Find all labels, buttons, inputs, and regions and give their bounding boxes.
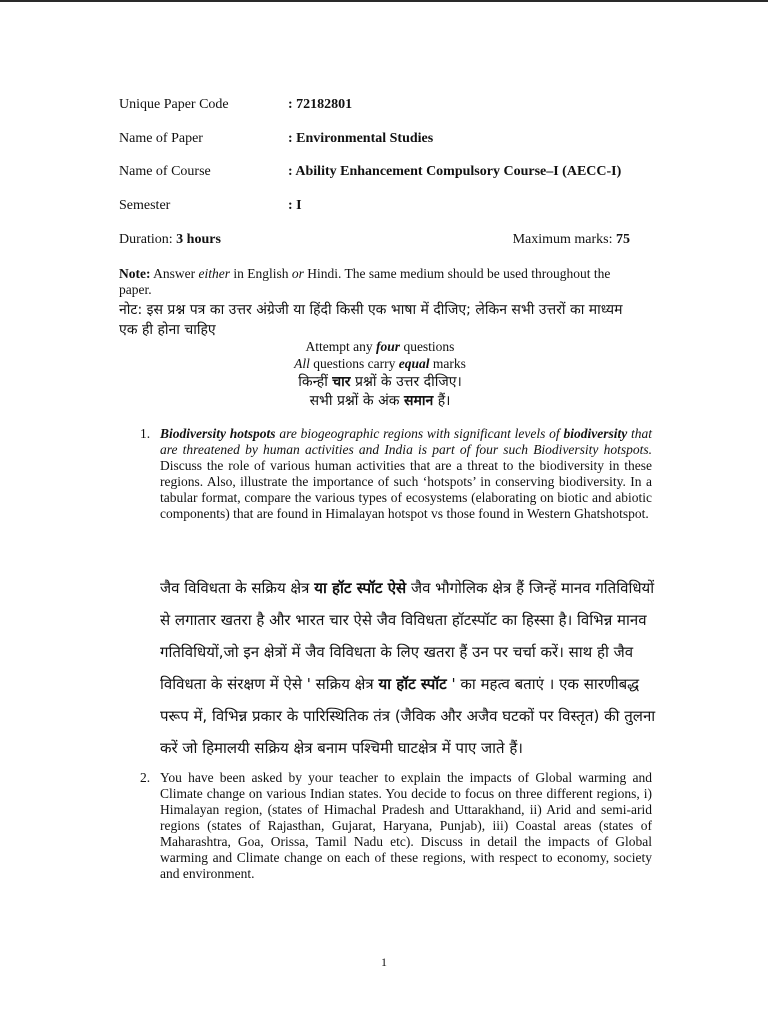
instruction-text: marks — [432, 356, 466, 371]
instruction-text-hindi: प्रश्नों के उत्तर दीजिए। — [354, 374, 462, 390]
q1-italic-text: that are threatened by human activities and India is part of four such Biodiversity hotspots. — [160, 426, 653, 457]
max-marks-label: Maximum marks: — [512, 232, 613, 247]
meta-value: : 72182801 — [288, 97, 353, 112]
question-2 — [140, 770, 652, 900]
meta-value: : I — [288, 198, 302, 213]
marks-instruction — [140, 356, 620, 372]
meta-row-semester — [119, 196, 659, 216]
duration — [119, 230, 221, 250]
instruction-text-hindi: किन्हीं — [298, 374, 328, 390]
duration-label: Duration: — [119, 232, 173, 247]
q1-bold-term: biodiversity — [563, 426, 628, 441]
max-marks-value: 75 — [616, 232, 630, 247]
instruction-four: four — [376, 339, 401, 354]
instruction-text-hindi: सभी प्रश्नों के अंक — [309, 393, 400, 409]
q1-hindi-text: जैव विविधता के सक्रिय क्षेत्र — [160, 579, 310, 597]
note-english — [119, 266, 639, 298]
q1-body-text: Discuss the role of various human activities that are a threat to the biodiversity in these regions. Also, illustrate the importance of such ‘hotspots’ in conserving biodiversity. In a tabular format, compare the various types of ecosystems (elaborating on biotic and abiotic components) that are found in Himalayan hotspot vs those found in Western Ghatshotspot. — [160, 458, 652, 521]
meta-row-course-name — [119, 162, 659, 182]
q1-italic-text: are biogeographic regions with significant levels of — [279, 426, 560, 441]
instruction-bold-hindi: समान — [404, 393, 434, 409]
instruction-equal: equal — [398, 356, 430, 371]
question-1 — [140, 426, 652, 546]
question-number: 1. — [140, 426, 151, 441]
meta-label: Name of Course — [119, 164, 211, 179]
meta-label: Unique Paper Code — [119, 97, 229, 112]
q1-hindi-text: ' का महत्व बताएं । एक सारणीबद्ध परूप में, विभिन्न प्रकार के पारिस्थितिक तंत्र (जैविक और अजैव घटकों पर विस्तृत) की तुलना करें जो हिमालयी सक्रिय क्षेत्र बनाम पश्चिमी घाटक्षेत्र में पाए जाते हैं। — [160, 675, 656, 757]
note-text: Answer — [153, 266, 196, 281]
question-text: You have been asked by your teacher to explain the impacts of Global warming and Climate change on various Indian states. You decide to focus on three different regions, i) Himalayan region, (states of Himachal Pradesh and Uttarakhand, ii) Arid and semi-arid regions (states of Rajasthan, Gujarat, Haryana, Punjab), iii) Coastal areas (states of Maharashtra, Goa, Orissa, Tamil Nadu etc). Discuss in detail the impacts of Global warming and Climate change on each of these regions, with respect to economy, society and environment. — [160, 770, 652, 881]
instruction-text: questions carry — [313, 356, 396, 371]
note-text: Hindi. The same medium should be used throughout the paper. — [119, 266, 611, 297]
duration-value: 3 hours — [176, 232, 221, 247]
page-number: 1 — [381, 955, 387, 969]
maximum-marks — [513, 230, 630, 250]
question-1-hindi — [160, 572, 660, 764]
instruction-text-hindi: हैं। — [437, 393, 451, 409]
note-either: either — [198, 266, 230, 281]
meta-row-paper-name — [119, 129, 659, 149]
question-number: 2. — [140, 770, 151, 785]
marks-instruction-hindi — [140, 391, 620, 411]
q1-bold-term: Biodiversity hotspots — [160, 426, 276, 441]
meta-row-paper-code — [119, 95, 659, 115]
instruction-bold-hindi: चार — [332, 374, 351, 390]
instruction-text: Attempt any — [305, 339, 373, 354]
instruction-all: All — [294, 356, 310, 371]
meta-value: : Ability Enhancement Compulsory Course–I (AECC-I) — [288, 164, 622, 179]
attempt-instruction — [140, 339, 620, 355]
note-hindi: नोट: इस प्रश्न पत्र का उत्तर अंग्रेजी या हिंदी किसी एक भाषा में दीजिए; लेकिन सभी उत्तरों का माध्यम एक ही होना चाहिए — [119, 302, 623, 338]
meta-label: Name of Paper — [119, 131, 203, 146]
note-text: in English — [233, 266, 289, 281]
question-text — [160, 426, 652, 522]
q1-hindi-bold: या हॉट स्पॉट — [378, 675, 447, 693]
meta-label: Semester — [119, 198, 171, 213]
attempt-instruction-hindi — [140, 372, 620, 392]
top-border-line — [0, 0, 768, 2]
note-label: Note: — [119, 266, 151, 281]
q1-hindi-bold: या हॉट स्पॉट ऐसे — [314, 579, 407, 597]
instruction-text: questions — [403, 339, 455, 354]
meta-value: : Environmental Studies — [288, 131, 434, 146]
q1-hindi-text: जैव भौगोलिक क्षेत्र हैं जिन्हें मानव गतिविधियों से लगातार खतरा है और भारत चार ऐसे जैव विविधता हॉटस्पॉट का हिस्सा है। विभिन्न मानव गतिविधियों,जो इन क्षेत्रों में जैव विविधता के लिए खतरा हैं उन पर चर्चा करें। साथ ही जैव विविधता के संरक्षण में ऐसे ' सक्रिय क्षेत्र — [160, 579, 655, 693]
note-or: or — [291, 266, 304, 281]
